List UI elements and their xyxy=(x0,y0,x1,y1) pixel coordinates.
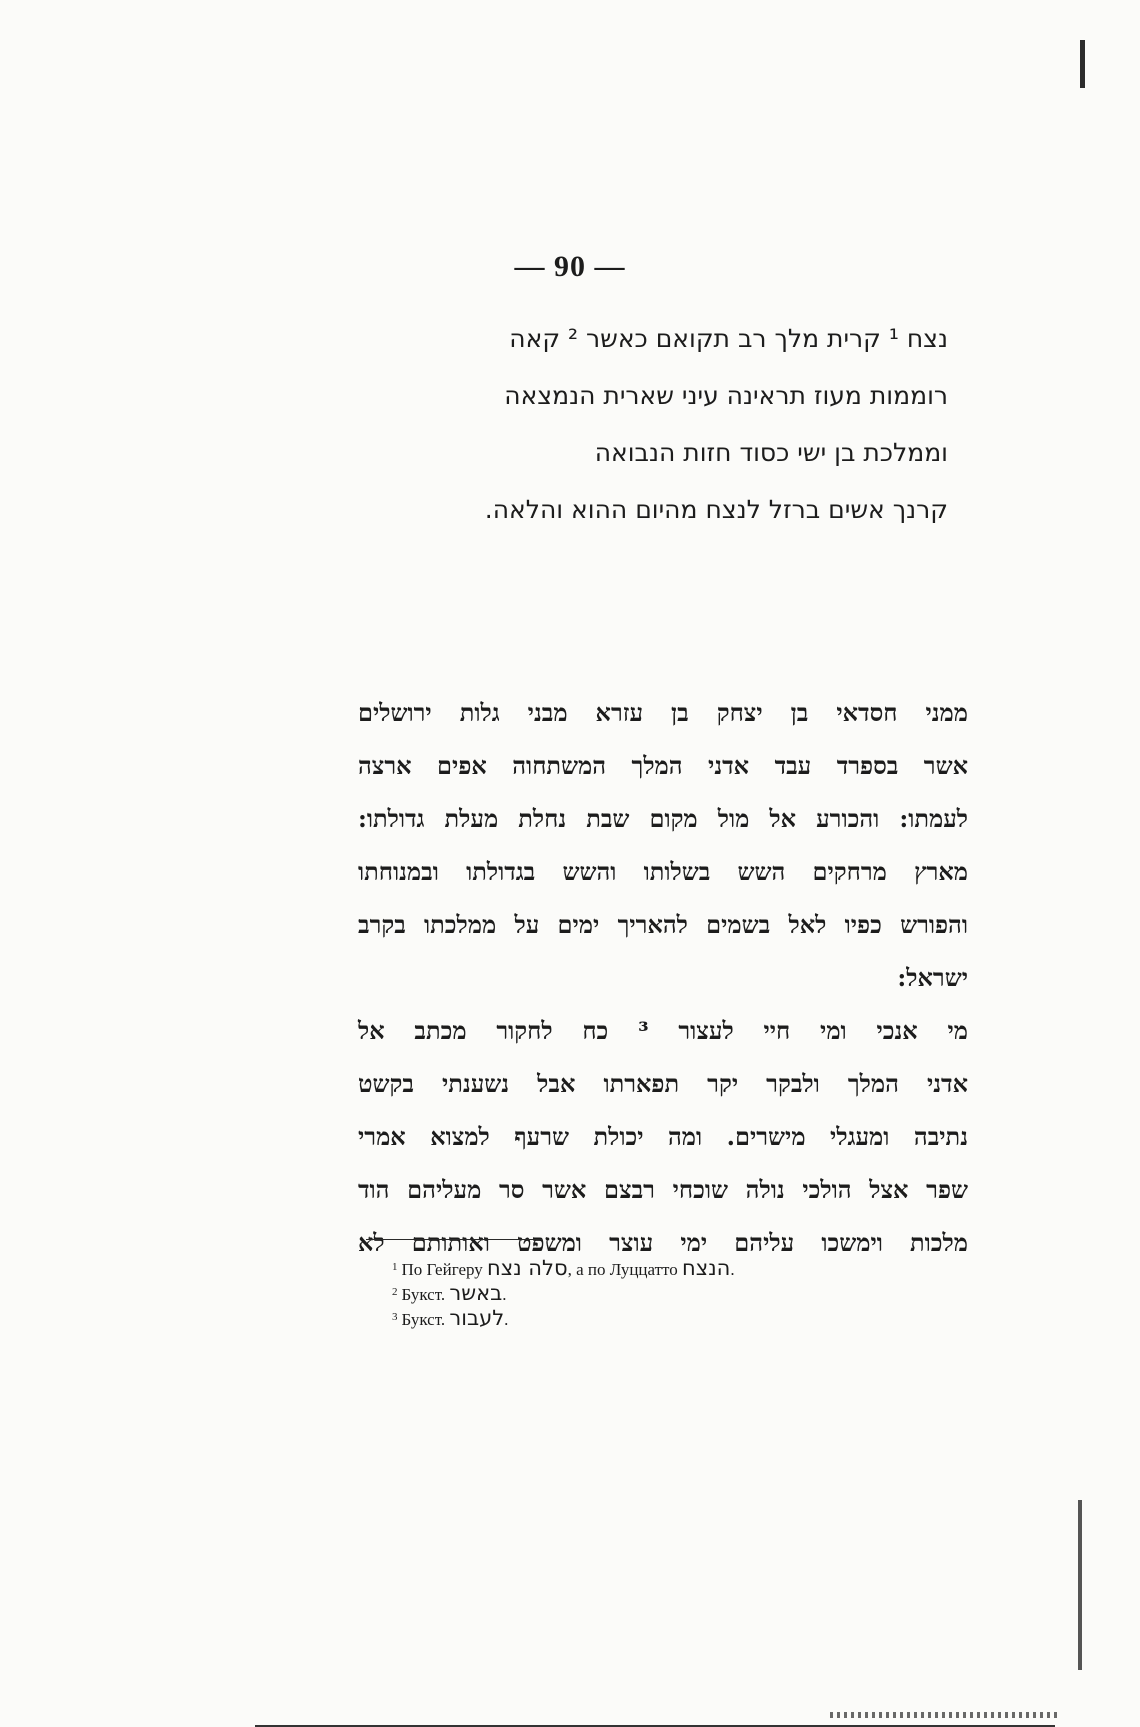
footnote-hebrew: לעבור xyxy=(449,1306,505,1330)
prose-line: לעמתו: והכורע אל מול מקום שבת נחלת מעלת גדולתו: xyxy=(358,804,968,833)
scan-edge-mark xyxy=(1078,1500,1082,1670)
prose-line: אדני המלך ולבקר יקר תפארתו אבל נשענתי בקשט xyxy=(358,1069,968,1098)
footnote-text: . xyxy=(730,1260,735,1279)
footnote-hebrew: סלה נצח xyxy=(487,1256,568,1280)
prose-line: אשר בספרד עבד אדני המלך המשתחוה אפים ארצה xyxy=(358,751,968,780)
prose-line: ממני חסדאי בן יצחק בן עזרא מבני גלות ירושלים xyxy=(358,698,968,727)
footnote-hebrew: הנצח xyxy=(682,1256,731,1280)
poem-line: וממלכת בן ישי כסוד חזות הנבואה xyxy=(594,438,948,467)
footnote-1 xyxy=(392,1256,952,1281)
footnote-mark: 2 xyxy=(392,1286,398,1298)
footnote-text: Букст. xyxy=(401,1310,450,1329)
footnote-2 xyxy=(392,1281,952,1306)
poem-block xyxy=(484,310,948,538)
prose-line: מי אנכי ומי חיי לעצור ³ כח לחקור מכתב אל xyxy=(358,1016,969,1045)
poem-line: נצח ¹ קרית מלך רב תקואם כאשר ² קאה xyxy=(509,324,948,353)
footnote-text: , а по Луццатто xyxy=(567,1260,683,1279)
scan-edge-mark xyxy=(830,1712,1060,1718)
prose-line: מארץ מרחקים השש בשלותו והשש בגדולתו ובמנוחתו xyxy=(358,857,968,886)
poem-line: רוממות מעוז תראינה עיני שארית הנמצאה xyxy=(504,381,948,410)
prose-line: והפורש כפיו לאל בשמים להאריך ימים על ממלכתו בקרב xyxy=(358,910,968,939)
footnote-text: . xyxy=(502,1285,507,1304)
prose-line: ישראל: xyxy=(897,963,968,992)
footnote-divider xyxy=(366,1239,542,1240)
page-number: — 90 — xyxy=(514,250,626,283)
prose-line: נתיבה ומעגלי מישרים. ומה יכולת שרעף למצוא אמרי xyxy=(358,1122,968,1151)
footnotes xyxy=(392,1256,952,1331)
footnote-text: По Гейгеру xyxy=(401,1260,488,1279)
footnote-text: . xyxy=(504,1310,509,1329)
footnote-hebrew: באשר xyxy=(449,1281,503,1305)
prose-block xyxy=(358,686,968,1269)
footnote-mark: 1 xyxy=(392,1261,398,1273)
prose-line: שפר אצל הולכי נולה שוכחי רבצם אשר סר מעליהם הוד xyxy=(358,1175,968,1204)
footnote-mark: 3 xyxy=(392,1311,398,1323)
footnote-text: Букст. xyxy=(401,1285,450,1304)
scan-edge-mark xyxy=(1080,40,1085,88)
prose-line: מלכות וימשכו עליהם ימי עוצר ומשפט ואותותם לא xyxy=(358,1228,968,1257)
poem-line: קרנך אשים ברזל לנצח מהיום ההוא והלאה. xyxy=(484,495,948,524)
footnote-3 xyxy=(392,1306,952,1331)
